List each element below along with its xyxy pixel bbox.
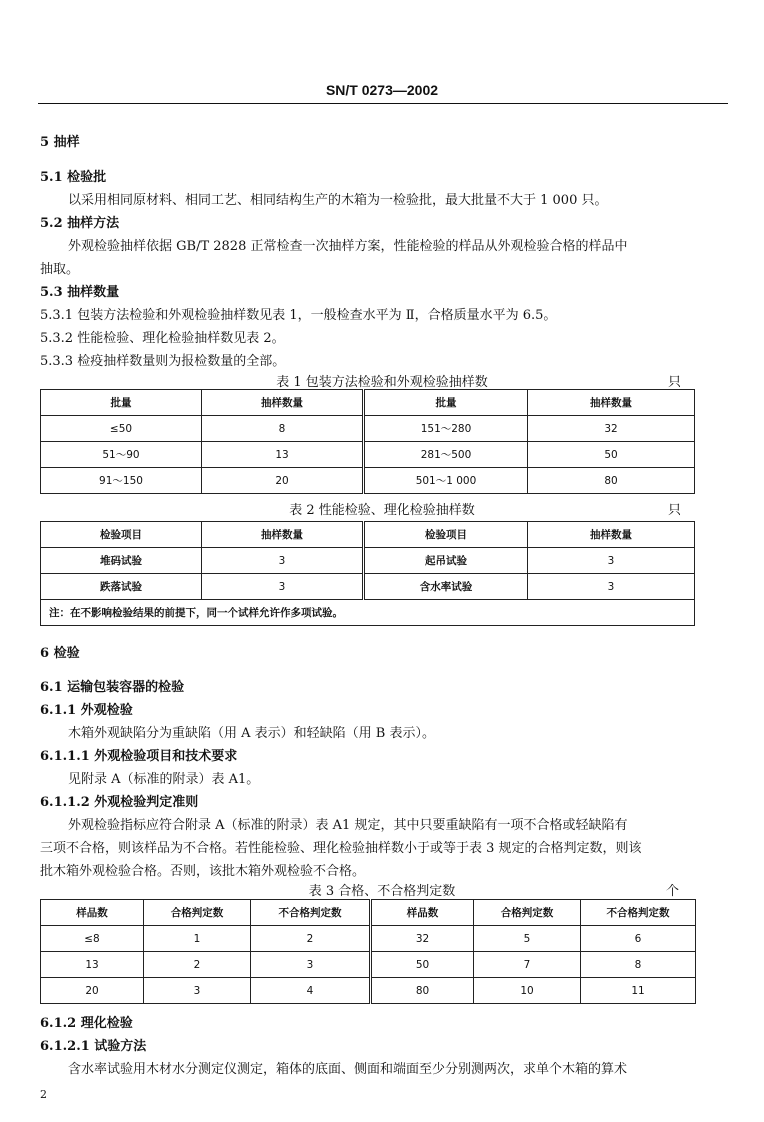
table-cell: 8 [202,416,364,442]
section-5-1-text: 以采用相同原材料、相同工艺、相同结构生产的木箱为一检验批，最大批量不大于 1 000 只。 [68,193,608,208]
table-cell: 含水率试验 [364,574,528,600]
table-cell: 3 [202,574,364,600]
table-cell: 1 [144,926,251,952]
table-header-row [41,900,696,926]
table-cell: 3 [251,952,371,978]
section-6-1-1-2-title: 6.1.1.2 外观检验判定准则 [40,795,199,810]
section-5-3-title: 5.3 抽样数量 [40,285,120,300]
table-header-cell: 合格判定数 [144,900,251,926]
table-cell: 281～500 [364,442,528,468]
table-cell: 151～280 [364,416,528,442]
table-header-cell: 不合格判定数 [581,900,696,926]
section-6-1-2-1-text: 含水率试验用木材水分测定仪测定，箱体的底面、侧面和端面至少分别测两次，求单个木箱的算术 [68,1062,628,1077]
section-6-1-1-2-text-line3: 批木箱外观检验合格。否则，该批木箱外观检验不合格。 [40,864,366,879]
table-header-cell: 不合格判定数 [251,900,371,926]
table-cell: 32 [371,926,474,952]
page-number: 2 [40,1088,47,1101]
section-5-2-text-line2: 抽取。 [40,262,80,277]
table-header-cell: 检验项目 [364,522,528,548]
table-header-cell: 样品数 [41,900,144,926]
table-cell: 3 [144,978,251,1004]
table-cell: 10 [474,978,581,1004]
section-5-2-title: 5.2 抽样方法 [40,216,120,231]
table-cell: 80 [528,468,695,494]
header-rule [38,103,728,104]
table-cell: 4 [251,978,371,1004]
table3 [40,899,696,1004]
table-header-cell: 样品数 [371,900,474,926]
table-row [41,442,695,468]
table-cell: 13 [41,952,144,978]
table-cell: 2 [251,926,371,952]
table-row [41,574,695,600]
table-cell: 50 [371,952,474,978]
section-5-2-text-line1: 外观检验抽样依据 GB/T 2828 正常检查一次抽样方案，性能检验的样品从外观检验合格的样品中 [68,239,628,254]
table-header-row [41,390,695,416]
table-cell: 11 [581,978,696,1004]
table-header-cell: 合格判定数 [474,900,581,926]
table1 [40,389,695,494]
table-cell: 501～1 000 [364,468,528,494]
table-cell: 91～150 [41,468,202,494]
table-cell: 51～90 [41,442,202,468]
table-cell: ≤8 [41,926,144,952]
table-header-cell: 抽样数量 [528,522,695,548]
document-code: SN/T 0273—2002 [325,82,439,98]
table-header-cell: 抽样数量 [202,522,364,548]
table2-unit: 只 [668,503,682,518]
table-cell: 堆码试验 [41,548,202,574]
table-row [41,952,696,978]
table1-unit: 只 [668,375,682,390]
table-cell: 3 [202,548,364,574]
section-5-3-2: 5.3.2 性能检验、理化检验抽样数见表 2。 [40,331,285,346]
table-cell: 20 [202,468,364,494]
section-6-title: 6 检验 [40,646,80,661]
section-6-1-1-2-text-line1: 外观检验指标应符合附录 A（标准的附录）表 A1 规定，其中只要重缺陷有一项不合格或轻缺陷有 [68,818,628,833]
table-row [41,926,696,952]
section-6-1-1-title: 6.1.1 外观检验 [40,703,133,718]
section-6-1-1-2-text-line2: 三项不合格，则该样品为不合格。若性能检验、理化检验抽样数小于或等于表 3 规定的合格判定数，则该 [40,841,642,856]
table-cell: 32 [528,416,695,442]
table-note-row [41,600,695,626]
table-cell: 80 [371,978,474,1004]
table-row [41,468,695,494]
table-cell: 7 [474,952,581,978]
section-6-1-2-title: 6.1.2 理化检验 [40,1016,133,1031]
table-cell: 3 [528,548,695,574]
table-header-cell: 抽样数量 [202,390,364,416]
table-cell: 起吊试验 [364,548,528,574]
section-5-3-3: 5.3.3 检疫抽样数量则为报检数量的全部。 [40,354,286,369]
table-cell: 2 [144,952,251,978]
table-header-cell: 检验项目 [41,522,202,548]
section-6-1-1-text: 木箱外观缺陷分为重缺陷（用 A 表示）和轻缺陷（用 B 表示）。 [68,726,435,741]
table-cell: 8 [581,952,696,978]
section-6-1-title: 6.1 运输包装容器的检验 [40,680,185,695]
section-5-3-1: 5.3.1 包装方法检验和外观检验抽样数见表 1，一般检查水平为 Ⅱ，合格质量水平为 6.5。 [40,308,557,323]
table-header-cell: 批量 [41,390,202,416]
table2-note: 注：在不影响检验结果的前提下，同一个试样允许作多项试验。 [41,600,695,626]
table-row [41,548,695,574]
table-header-cell: 抽样数量 [528,390,695,416]
table-cell: 跌落试验 [41,574,202,600]
table-cell: 6 [581,926,696,952]
section-6-1-2-1-title: 6.1.2.1 试验方法 [40,1039,147,1054]
table3-caption: 表 3 合格、不合格判定数 [308,884,456,899]
section-5-1-title: 5.1 检验批 [40,170,107,185]
table-cell: 20 [41,978,144,1004]
table-header-cell: 批量 [364,390,528,416]
table-cell: 50 [528,442,695,468]
section-6-1-1-1-text: 见附录 A（标准的附录）表 A1。 [68,772,260,787]
table2-caption: 表 2 性能检验、理化检验抽样数 [289,503,475,518]
table1-caption: 表 1 包装方法检验和外观检验抽样数 [276,375,488,390]
table-cell: ≤50 [41,416,202,442]
table-row [41,978,696,1004]
table-header-row [41,522,695,548]
section-5-title: 5 抽样 [40,135,80,150]
section-6-1-1-1-title: 6.1.1.1 外观检验项目和技术要求 [40,749,238,764]
table-row [41,416,695,442]
table-cell: 13 [202,442,364,468]
table2 [40,521,695,626]
table3-unit: 个 [666,884,680,899]
table-cell: 5 [474,926,581,952]
table-cell: 3 [528,574,695,600]
